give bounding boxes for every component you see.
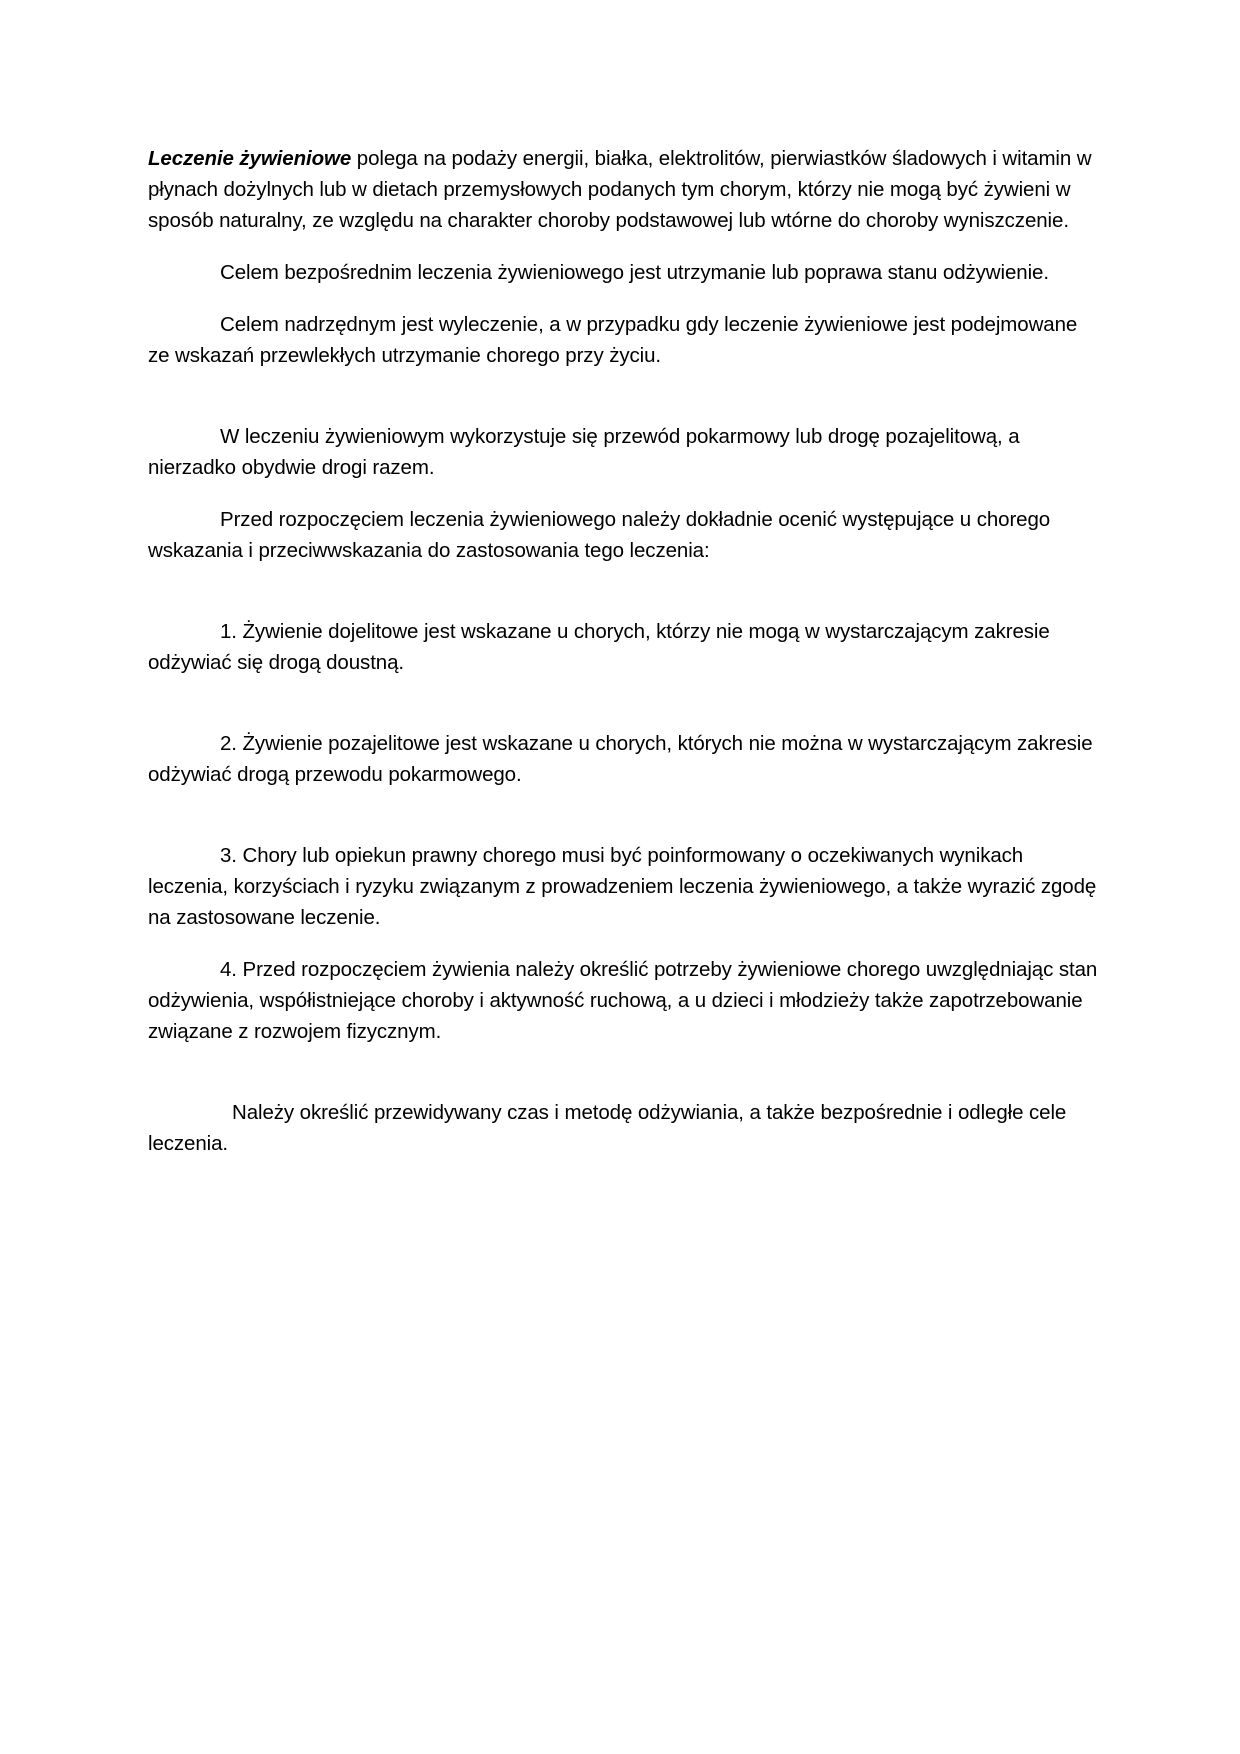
paragraph-closing: Należy określić przewidywany czas i metodę odżywiania, a także bezpośrednie i odległe cele leczenia. <box>148 1101 1067 1155</box>
term-leczenie-zywieniowe: Leczenie żywieniowe <box>148 147 352 170</box>
paragraph-definition <box>148 143 1098 236</box>
definition-text: polega na podaży energii, białka, elektrolitów, pierwiastków śladowych i witamin w płynach dożylnych lub w dietach przemysłowych podanych tym chorym, którzy nie mogą być żywieni w sposób naturalny, ze względu na charakter choroby podstawowej lub wtórne do choroby wyniszczenie. <box>148 147 1092 232</box>
paragraph-primary-goal: Celem nadrzędnym jest wyleczenie, a w przypadku gdy leczenie żywieniowe jest podejmowane ze wskazań przewlekłych utrzymanie chorego przy życiu. <box>148 313 1078 367</box>
document-body <box>148 143 1098 1159</box>
paragraph-direct-goal: Celem bezpośrednim leczenia żywieniowego jest utrzymanie lub poprawa stanu odżywienie. <box>220 261 1049 284</box>
list-item-1: 1. Żywienie dojelitowe jest wskazane u chorych, którzy nie mogą w wystarczającym zakresie odżywiać się drogą doustną. <box>148 620 1050 674</box>
paragraph-routes: W leczeniu żywieniowym wykorzystuje się przewód pokarmowy lub drogę pozajelitową, a nierzadko obydwie drogi razem. <box>148 425 1020 479</box>
paragraph-indications-intro: Przed rozpoczęciem leczenia żywieniowego należy dokładnie ocenić występujące u chorego wskazania i przeciwwskazania do zastosowania tego leczenia: <box>148 508 1051 562</box>
list-item-3: 3. Chory lub opiekun prawny chorego musi być poinformowany o oczekiwanych wynikach leczenia, korzyściach i ryzyku związanym z prowadzeniem leczenia żywieniowego, a także wyrazić zgodę na zastosowane leczenie. <box>148 844 1097 929</box>
list-item-4: 4. Przed rozpoczęciem żywienia należy określić potrzeby żywieniowe chorego uwzględniając stan odżywienia, współistniejące choroby i aktywność ruchową, a u dzieci i młodzieży także zapotrzebowanie związane z rozwojem fizycznym. <box>148 958 1098 1043</box>
list-item-2: 2. Żywienie pozajelitowe jest wskazane u chorych, których nie można w wystarczającym zakresie odżywiać drogą przewodu pokarmowego. <box>148 732 1093 786</box>
